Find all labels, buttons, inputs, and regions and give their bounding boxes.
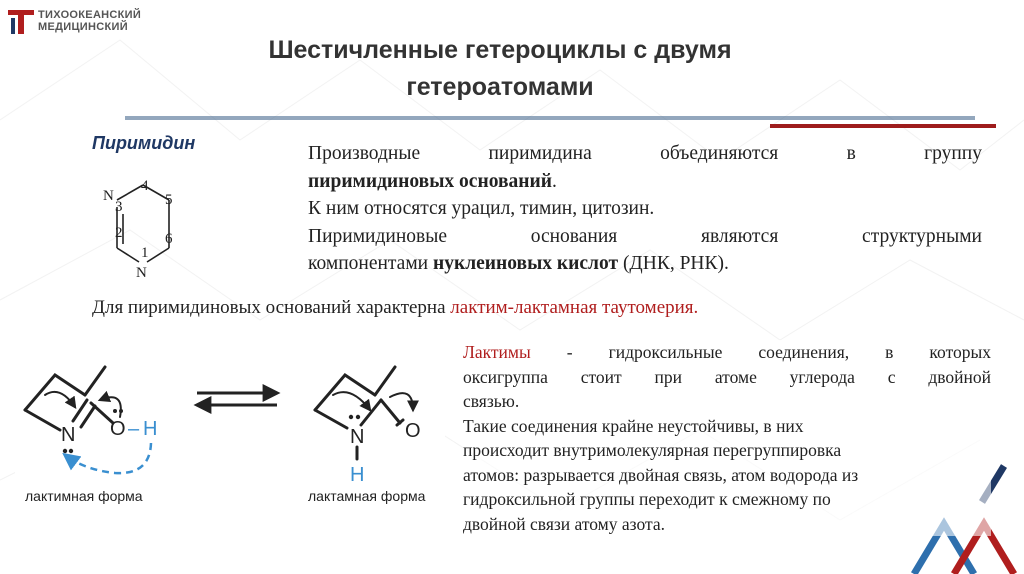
intro-bold-term-1: пиримидиновых оснований — [308, 170, 552, 192]
lactim-structure — [25, 367, 121, 430]
lactim-term: Лактимы — [463, 342, 531, 362]
ring-position-2: 2 — [115, 225, 123, 241]
desc-line-8: двойной связи атому азота. — [463, 513, 665, 534]
lactam-oxygen: O — [405, 420, 421, 442]
university-logo — [6, 6, 141, 36]
desc-line-1-text: - гидроксильные соединения, в которых — [530, 342, 991, 362]
title-line-1: Шестичленные гетероциклы с двумя — [268, 36, 732, 64]
desc-line-6: атомов: разрывается двойная связь, атом водорода из — [463, 464, 859, 485]
desc-line-5: происходит внутримолекулярная перегруппировка — [463, 440, 842, 460]
lactim-lactam-diagram — [15, 355, 445, 525]
equilibrium-arrows — [197, 393, 277, 405]
desc-line-4: Такие соединения крайне неустойчивы, в них — [463, 415, 804, 436]
intro-text-4: компонентами — [308, 253, 429, 274]
intro-bold-term-2: нуклеиновых кислот — [432, 253, 619, 274]
ring-atom-n3: N — [103, 188, 114, 204]
lactim-oxygen: O — [110, 418, 126, 440]
lactim-description — [463, 340, 991, 536]
intro-text-5: (ДНК, РНК). — [622, 253, 729, 274]
ring-atom-n1: N — [136, 265, 147, 280]
intro-period: . — [551, 170, 557, 192]
intro-line-3: К ним относятся урацил, тимин, цитозин. — [308, 198, 655, 219]
intro-line-4 — [308, 223, 982, 251]
lactam-nitrogen: N — [350, 426, 365, 448]
ring-position-3: 3 — [115, 199, 123, 215]
intro-line-2 — [308, 168, 982, 196]
desc-line-7: гидроксильной группы переходит к смежному по — [463, 489, 831, 509]
tautomerism-prefix: Для пиримидиновых оснований характерна — [92, 297, 446, 318]
tautomerism-highlight: лактим-лактамная таутомерия. — [450, 297, 699, 318]
ring-position-6: 6 — [165, 231, 173, 247]
desc-line-1 — [463, 340, 991, 365]
intro-line-5 — [308, 250, 982, 278]
ring-position-5: 5 — [165, 192, 173, 208]
desc-line-3: связью. — [463, 391, 520, 411]
logo-mark-icon — [6, 6, 36, 36]
intro-text-3: Пиримидиновые основания являются структурными — [308, 225, 982, 247]
logo-line-2: МЕДИЦИНСКИЙ — [38, 21, 128, 33]
lactim-nitrogen: N — [61, 424, 76, 446]
ring-position-4: 4 — [141, 178, 149, 194]
logo-line-1: ТИХООКЕАНСКИЙ — [38, 9, 142, 21]
intro-line-1 — [308, 140, 982, 168]
lactim-hydrogen: H — [143, 418, 158, 440]
intro-text-1: Производные пиримидина объединяются в группу — [308, 143, 982, 164]
intro-paragraph — [308, 140, 982, 278]
lactam-caption: лактамная форма — [308, 488, 426, 504]
ring-position-1: 1 — [141, 245, 149, 261]
title-accent-bar — [770, 124, 996, 128]
slide-title — [150, 32, 850, 106]
lactam-hydrogen: H — [350, 464, 365, 486]
pyrimidine-ring-diagram — [95, 170, 195, 280]
tautomerism-statement — [92, 297, 698, 319]
pyrimidine-heading: Пиримидин — [92, 133, 196, 153]
title-divider — [125, 116, 975, 120]
title-line-2: гетероатомами — [406, 73, 594, 101]
lactim-caption: лактимная форма — [25, 488, 143, 504]
desc-line-2: оксигруппа стоит при атоме углерода с двойной — [463, 366, 991, 387]
lactim-bond-dash: – — [128, 418, 140, 440]
